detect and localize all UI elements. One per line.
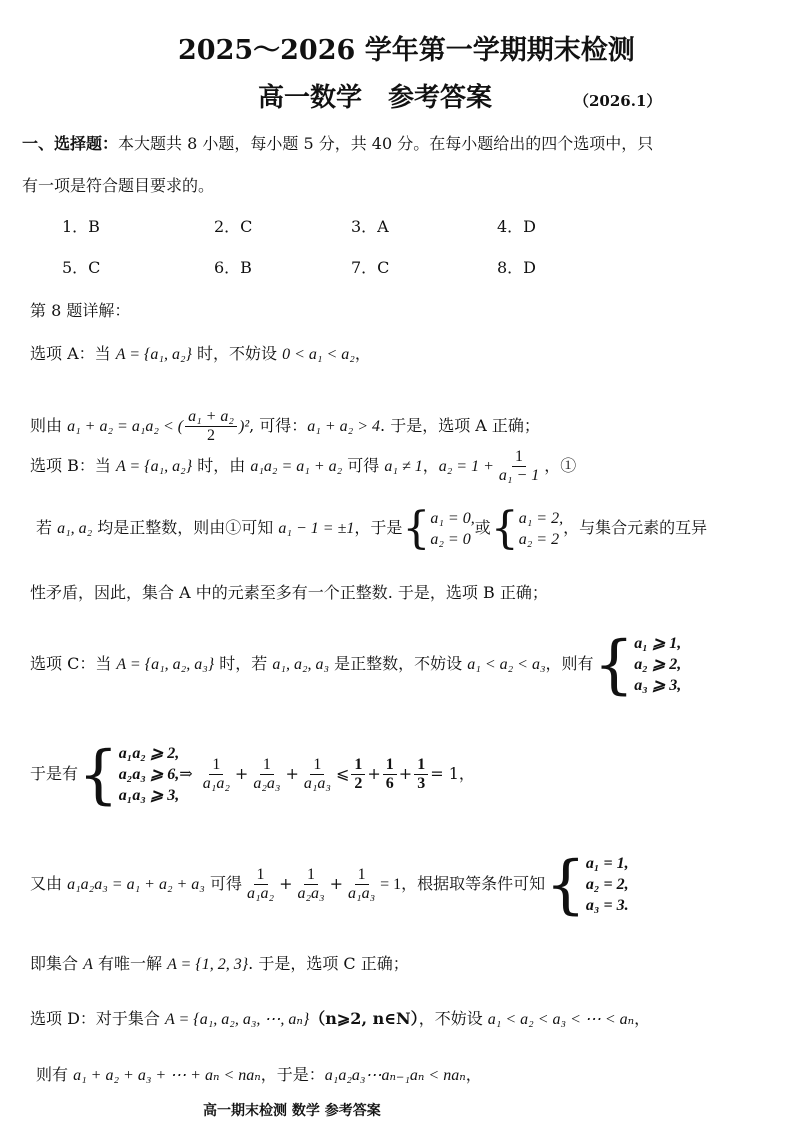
q8-heading: 第 8 题详解： [30,301,131,320]
set-name: A [83,956,93,973]
optionD-eq: a₁ + a₂ + a₃ + ⋯ + aₙ < naₙ [73,1067,261,1084]
denominator: a₁ − 1 [498,467,540,484]
text: 时，由 [192,456,251,475]
fraction [185,408,237,445]
text: 则有 [36,1065,74,1084]
numerator: 1 [310,756,324,775]
system-line: a₂a₃ ⩾ 6, [118,766,180,783]
numerator: 1 [351,756,365,775]
optionB-set: A = {a₁, a₂} [115,458,193,475]
optionD-label: 选项 D：对于集合 [30,1009,166,1028]
optionC-line4 [30,953,409,976]
numerator: 1 [260,756,274,775]
brace-icon: { [490,502,519,554]
fraction [496,448,542,485]
system-line: a₁a₂ ⩾ 2, [118,745,180,762]
text: 可得 [204,874,242,893]
result: = 1 [380,876,402,893]
denominator: a₁a₃ [303,775,331,792]
system-line: a₃ ⩾ 3, [634,677,682,694]
optionB-neq: a₁ ≠ 1 [384,458,423,475]
system-4 [78,737,180,812]
optionA-conclusion: . 于是，选项 A 正确； [380,416,540,435]
optionA-text: 时，不妨设 [191,344,283,363]
optionB-line3: 性矛盾，因此，集合 A 中的元素至多有一个正整数. 于是，选项 B 正确； [30,583,548,602]
section1-line1 [22,133,653,155]
text: ，则有 [545,654,594,673]
optionB-vars: a₁, a₂ [57,520,93,537]
text: 有唯一解 [92,954,168,973]
optionC-conclusion: . 于是，选项 C 正确； [248,954,409,973]
optionB-line1 [30,446,576,487]
text: = 1， [430,764,475,783]
system-line: a₁ = 2, [518,509,564,527]
punct: ， [422,456,439,475]
optionD-line2 [36,1064,482,1087]
text: 时，若 [214,654,273,673]
numerator: 1 [383,756,397,775]
optionA-line2 [30,406,540,447]
text: 均是正整数，则由①可知 [92,518,279,537]
section1-heading: 一、选择题： [22,134,119,153]
denominator: 6 [385,775,394,792]
optionC-line1 [30,622,681,707]
text: , 可得： [249,416,308,435]
denominator: a₁a₃ [348,885,376,902]
optionB-line2 [36,503,707,554]
optionB-equation: a₁a₂ = a₁ + a₂ [250,458,343,475]
text: ，于是 [354,518,403,537]
optionC-label: 选项 C：当 [30,654,117,673]
numerator: 1 [254,866,268,885]
section1-desc1: 本大题共 8 小题，每小题 5 分，共 40 分。在每小题给出的四个选项中，只 [118,134,654,153]
optionD-ineq: a₁ < a₂ < a₃ < ⋯ < aₙ [487,1011,635,1028]
system-1 [402,502,475,554]
denominator: 3 [417,775,426,792]
text: 或 [474,518,491,537]
optionD-set: A = {a₁, a₂, a₃, ⋯, aₙ} [165,1011,310,1028]
system-line: a₂ = 2, [585,876,629,893]
optionD-line1 [30,1008,650,1031]
fraction [383,756,397,793]
page-footer: 高一期末检测 数学 参考答案 [203,1103,381,1119]
answer-6: 6．B [214,258,252,277]
optionA-equation: a₁ + a₂ = a₁a₂ < ( [67,418,184,435]
fraction [345,866,378,903]
exam-date: （2026.1） [574,92,662,110]
optionA-line1 [30,343,371,366]
system-line: a₂ = 2 [518,530,560,548]
punct: ， [634,1009,651,1028]
text: 即集合 [30,954,84,973]
denominator: a₁a₂ [246,885,275,902]
equation-mark: ，① [544,456,577,475]
text: ，与集合元素的互异 [563,518,708,537]
text: 又由 [30,874,68,893]
text: ，不妨设 [418,1009,488,1028]
system-2 [490,502,564,554]
text: 是正整数，不妨设 [329,654,468,673]
answer-5: 5．C [62,258,101,277]
optionC-vars: a₁, a₂, a₃ [272,656,330,673]
optionA-set: A = {a₁, a₂} [115,346,192,363]
answer-4: 4．D [497,217,537,236]
text: 于是有 [30,764,79,783]
text: 若 [36,518,58,537]
denominator: a₂a₃ [253,775,281,792]
page-subtitle: 高一数学 参考答案 [258,83,493,113]
answer-3: 3．A [351,217,389,236]
optionB-label: 选项 B：当 [30,456,116,475]
optionC-set: A = {a₁, a₂, a₃} [116,656,215,673]
denominator: a₁a₂ [202,775,230,792]
implies: ⇒ [179,764,193,783]
brace-icon: { [593,627,635,702]
answer-7: 7．C [351,258,390,277]
text: ，于是： [260,1065,325,1084]
denominator: 2 [354,775,363,792]
system-5 [545,847,629,922]
punct: ， [354,344,371,363]
system-line: a₁ ⩾ 1, [634,635,682,652]
optionC-line2: 于是有 { a₁a₂ ⩾ 2, a₂a₃ ⩾ 6, a₁a₃ ⩾ 3, ⇒ $\frac{1}{\text{a₁a₂}}$ + $\frac{1}{\text{a₂a₃}}$ + $\frac{1}{\text{a₁a₃}}$ ⩽ $\frac{1}{2}$ + $\frac{1}{6}$ + $\frac{1}{3}$ = 1， [30,737,475,812]
fraction [301,756,334,793]
optionB-a2: a₂ = 1 + [438,458,494,475]
brace-icon: { [402,502,431,554]
brace-icon: { [78,737,119,812]
brace-icon: { [545,847,586,922]
numerator: 1 [414,756,428,775]
numerator: a₁ + a₂ [185,408,237,427]
text: 可得 [342,456,385,475]
system-line: a₁ = 1, [585,855,629,872]
answer-8: 8．D [497,258,537,277]
optionD-result: a₁a₂a₃⋯aₙ₋₁aₙ < naₙ [324,1067,466,1084]
system-line: a₂ = 0 [430,530,471,548]
power: )² [238,418,250,435]
answer-2: 2．C [214,217,253,236]
numerator: 1 [304,866,318,885]
text: ，根据取等条件可知 [401,874,546,893]
text: 则由 [30,416,68,435]
numerator: 1 [512,448,526,467]
fraction [414,756,428,793]
system-line: a₃ = 3. [585,897,629,914]
optionA-result: a₁ + a₂ > 4 [307,418,381,435]
fraction [244,866,277,903]
optionA-label: 选项 A：当 [30,344,116,363]
optionA-assumption: 0 < a₁ < a₂ [282,346,355,363]
leq: ⩽ [335,764,350,783]
answer-1: 1．B [62,217,100,236]
denominator: 2 [207,427,216,444]
fraction [294,866,327,903]
denominator: a₂a₃ [297,885,325,902]
optionD-condition: （n⩾2, n∈N） [309,1009,419,1028]
numerator: 1 [209,756,223,775]
system-line: a₁a₃ ⩾ 3, [118,787,180,804]
optionC-solution: A = {1, 2, 3} [167,956,249,973]
numerator: 1 [355,866,369,885]
system-line: a₁ = 0, [430,509,475,527]
fraction [250,756,283,793]
section1-desc2: 有一项是符合题目要求的。 [22,176,215,195]
system-3 [593,627,682,702]
page-title: 2025～2026 学年第一学期期末检测 [178,35,635,66]
fraction [351,756,365,793]
fraction [200,756,233,793]
system-line: a₂ ⩾ 2, [634,656,682,673]
optionB-eq: a₁ − 1 = ±1 [278,520,355,537]
optionC-eq: a₁a₂a₃ = a₁ + a₂ + a₃ [67,876,205,893]
punct: ， [465,1065,482,1084]
optionC-line3: 又由 a₁a₂a₃ = a₁ + a₂ + a₃ 可得 $\frac{1}{\text{a₁a₂}}$ + $\frac{1}{\text{a₂a₃}}$ + $\frac{1}{\text{a₁a₃}}$ = 1，根据取等条件可知 { a₁ = 1, a₂ = 2, a₃ = 3. [30,847,629,922]
optionC-ineq: a₁ < a₂ < a₃ [467,656,546,673]
